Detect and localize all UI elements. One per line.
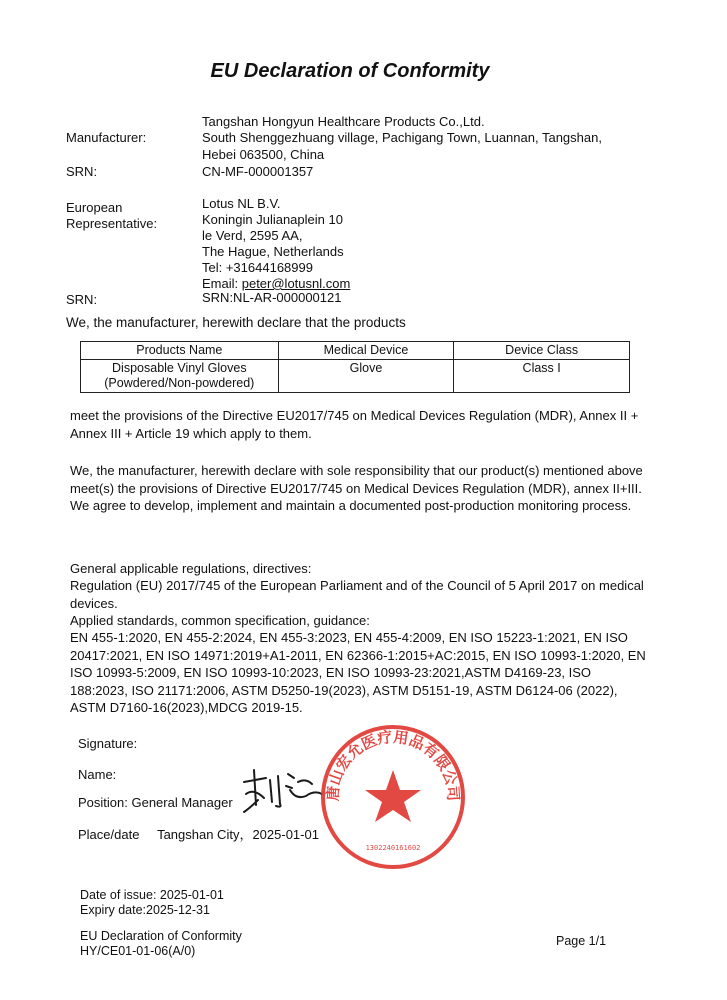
expiry-date: Expiry date:2025-12-31 [80, 903, 210, 917]
standards-list: EN 455-1:2020, EN 455-2:2024, EN 455-3:2023, EN 455-4:2009, EN ISO 15223-1:2021, EN ISO 20417:2021, EN ISO 14971:2019+A1-2011, EN 62366-1:2015+AC:2015, EN ISO 10993-1:2020, EN ISO 10993-5:2009, EN ISO 10993-10:2023, EN ISO 10993-23:2021,ASTM D4169-23, ISO 188:2023, ISO 21171:2006, ASTM D5250-19(2023), ASTM D5151-19, ASTM D6124-06 (2022), ASTM D7160-16(2023),MDCG 2019-15. [70, 630, 646, 715]
product-name-line2: (Powdered/Non-powdered) [104, 376, 255, 390]
regulation-text: Regulation (EU) 2017/745 of the European Parliament and of the Council of 5 April 2017 on medical devices. [70, 578, 644, 611]
declaration-intro: We, the manufacturer, herewith declare that the products [66, 315, 406, 330]
cell-medical-device: Glove [278, 360, 454, 393]
representative-label-line1: European [66, 200, 123, 215]
representative-label-line2: Representative: [66, 216, 158, 231]
representative-tel: Tel: +31644168999 [202, 260, 313, 275]
header-device-class: Device Class [454, 342, 630, 360]
manufacturer-name: Tangshan Hongyun Healthcare Products Co.,Ltd. [202, 114, 485, 129]
manufacturer-srn-label: SRN: [66, 164, 98, 179]
representative-srn-label: SRN: [66, 292, 98, 307]
representative-name: Lotus NL B.V. [202, 196, 281, 211]
cell-device-class: Class I [454, 360, 630, 393]
header-medical-device: Medical Device [278, 342, 454, 360]
standards-heading: Applied standards, common specification, guidance: [70, 613, 370, 628]
company-seal [318, 722, 468, 872]
provisions-paragraph: meet the provisions of the Directive EU2017/745 on Medical Devices Regulation (MDR), Annex II + Annex III + Article 19 which apply to them. [70, 408, 639, 441]
product-name-line1: Disposable Vinyl Gloves [112, 361, 247, 375]
header-products-name: Products Name [81, 342, 279, 360]
responsibility-paragraph: We, the manufacturer, herewith declare with sole responsibility that our product(s) mentioned above meet(s) the provisions of Directive EU2017/745 on Medical Devices Regulation (MDR), annex II+III. We agree to develop, implement and maintain a documented post-production monitoring process. [70, 463, 643, 513]
representative-srn: SRN:NL-AR-000000121 [202, 290, 342, 305]
manufacturer-srn: CN-MF-000001357 [202, 164, 314, 179]
seal-number: 1302240161602 [365, 844, 421, 852]
representative-address-line1: Koningin Julianaplein 10 [202, 212, 343, 227]
representative-address-line2: le Verd, 2595 AA, [202, 228, 303, 243]
place-date-row [78, 824, 319, 843]
representative-address-line3: The Hague, Netherlands [202, 244, 344, 259]
table-row [81, 360, 630, 393]
name-label: Name: [78, 767, 117, 782]
products-table [80, 341, 630, 393]
handwritten-signature [236, 760, 331, 820]
manufacturer-label: Manufacturer: [66, 130, 147, 145]
table-header-row [81, 342, 630, 360]
email-link[interactable]: peter@lotusnl.com [241, 276, 351, 291]
document-title: EU Declaration of Conformity [210, 60, 490, 82]
general-regulations-heading: General applicable regulations, directives: [70, 561, 312, 576]
footer-doc-title: EU Declaration of Conformity [80, 929, 242, 943]
date-of-issue: Date of issue: 2025-01-01 [80, 888, 224, 902]
email-prefix: Email: [202, 276, 242, 291]
manufacturer-address-line1: South Shenggezhuang village, Pachigang Town, Luannan, Tangshan, [202, 130, 602, 145]
footer-doc-code: HY/CE01-01-06(A/0) [80, 944, 196, 958]
manufacturer-address-line2: Hebei 063500, China [202, 147, 325, 162]
signature-label: Signature: [78, 736, 138, 751]
cell-product-name [81, 360, 279, 393]
place-date-label: Place/date [78, 827, 140, 842]
place-date-value: Tangshan City，2025-01-01 [157, 827, 319, 842]
position-text: Position: General Manager [78, 795, 233, 810]
seal-text: 唐山宏允医疗用品有限公司 [323, 727, 463, 802]
page-number: Page 1/1 [556, 934, 607, 948]
